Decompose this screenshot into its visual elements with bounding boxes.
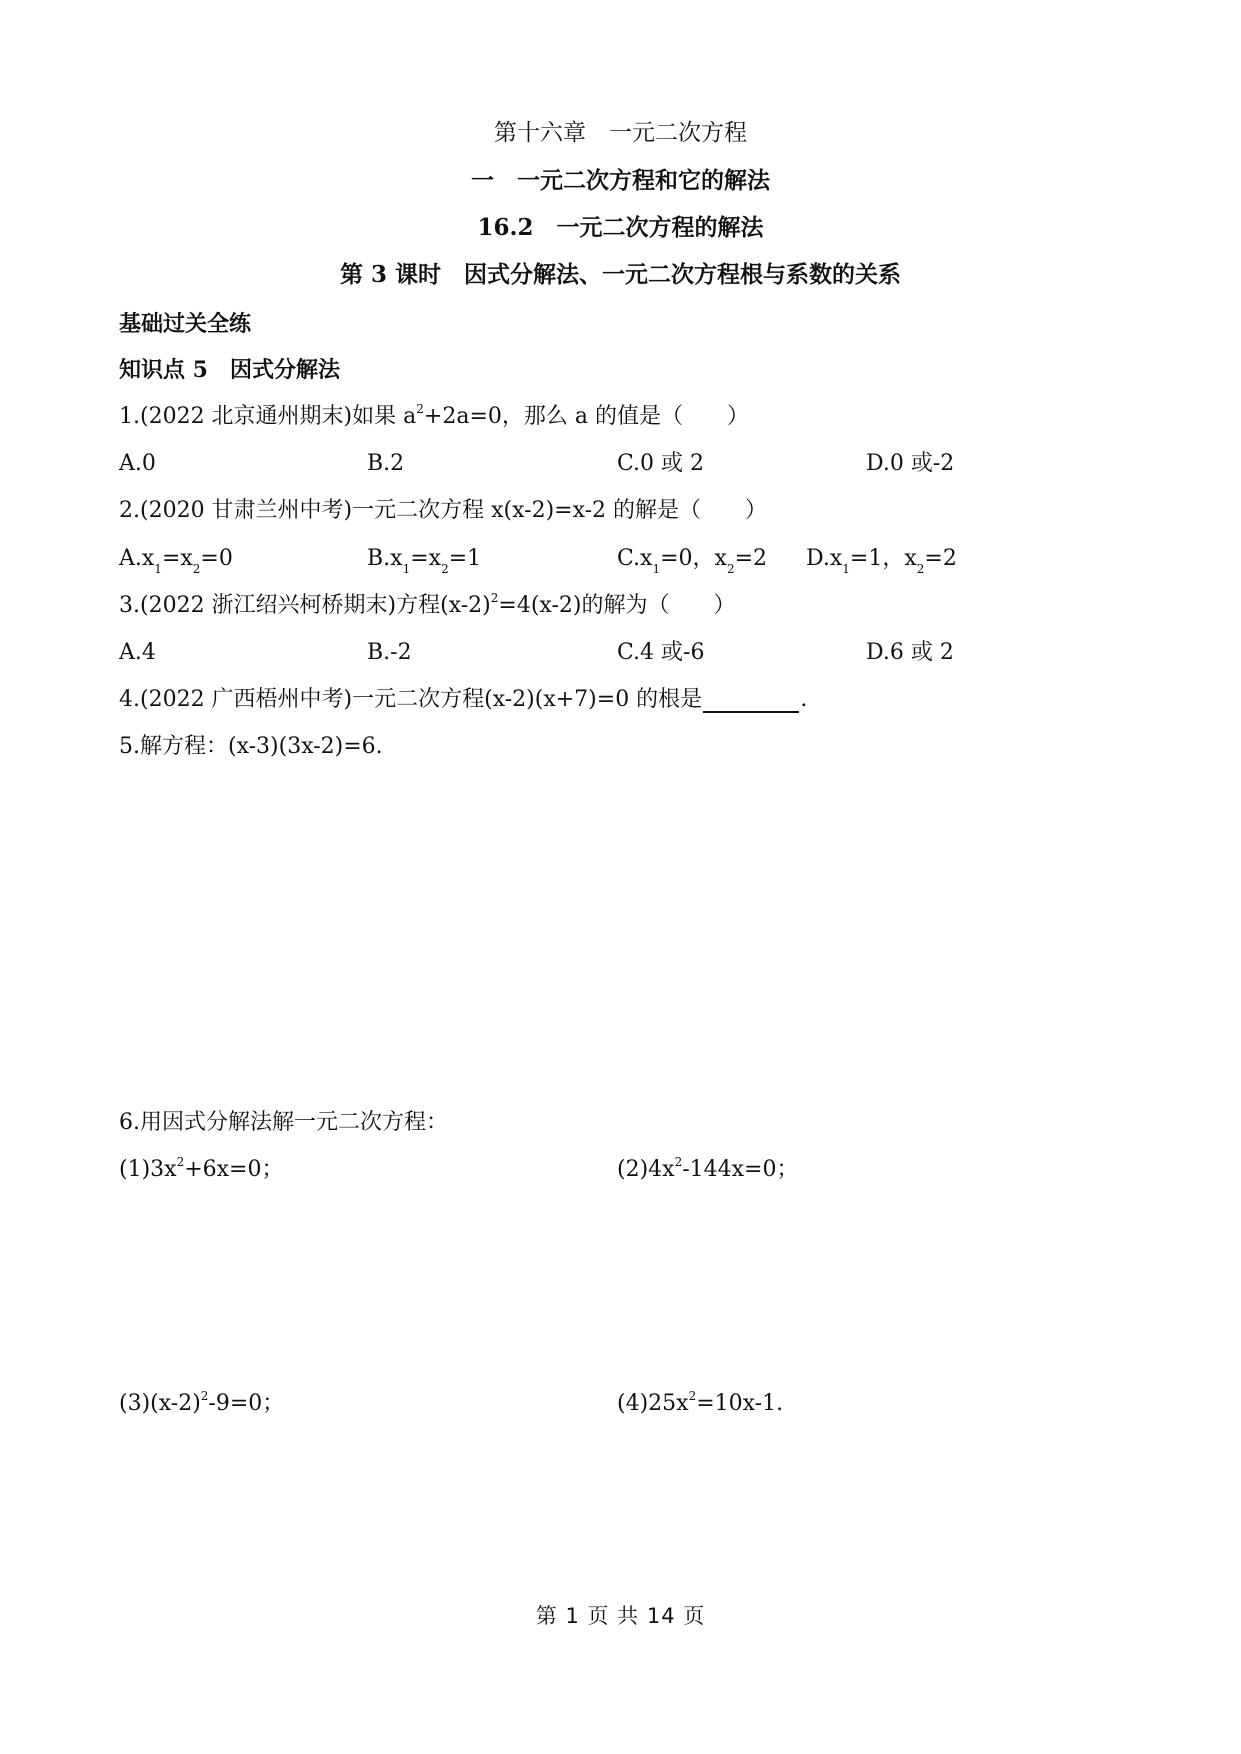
q6p3-superscript: 2 <box>200 1389 209 1403</box>
question-2-stem: 2.(2020 甘肃兰州中考)一元二次方程 x(x-2)=x-2 的解是（ ） <box>119 498 768 523</box>
q4-tail: . <box>800 687 808 712</box>
q2c-sub: 2 <box>726 562 735 576</box>
question-3-stem <box>119 593 735 619</box>
question-6-stem: 6.用因式分解法解一元二次方程： <box>119 1110 448 1135</box>
q6p3-part: (3)(x-2) <box>119 1391 201 1416</box>
chapter-title: 第十六章 一元二次方程 <box>494 120 747 146</box>
q2a-sub: 1 <box>154 562 162 576</box>
q1-superscript: 2 <box>416 402 424 416</box>
q2d-part: =2 <box>924 546 957 571</box>
q6p1-part: +6x=0； <box>184 1157 284 1182</box>
q2c-part: =0，x <box>660 546 727 571</box>
q1-option-a: A.0 <box>119 451 156 476</box>
q1-stem-part: 1.(2022 北京通州期末)如果 a <box>119 404 417 429</box>
q6p4-superscript: 2 <box>688 1389 697 1403</box>
q3-superscript: 2 <box>490 591 499 605</box>
q2c-part: =2 <box>734 546 768 571</box>
q3-option-a: A.4 <box>119 640 156 665</box>
answer-blank[interactable] <box>703 691 799 713</box>
question-1-stem <box>119 404 749 430</box>
q3-stem-part: =4(x-2)的解为（ ） <box>498 593 736 618</box>
q1-option-d: D.0 或-2 <box>866 451 955 476</box>
q6p3-part: -9=0； <box>208 1391 285 1416</box>
q4-stem-text: 4.(2022 广西梧州中考)一元二次方程(x-2)(x+7)=0 的根是 <box>119 687 703 712</box>
q3-option-d: D.6 或 2 <box>866 640 954 665</box>
q2a-part: =x <box>161 546 193 571</box>
q2c-part: C.x <box>617 546 653 571</box>
page-footer: 第 1 页 共 14 页 <box>535 1604 706 1628</box>
q6p4-part: =10x-1. <box>696 1391 784 1416</box>
q2c-sub: 1 <box>652 562 661 576</box>
q2a-sub: 2 <box>192 562 201 576</box>
q1-option-c: C.0 或 2 <box>617 451 705 476</box>
question-4-stem <box>119 687 807 713</box>
q6-part-3 <box>119 1391 284 1417</box>
question-5-stem: 5.解方程：(x-3)(3x-2)=6. <box>119 734 383 759</box>
q6p2-part: -144x=0； <box>682 1157 799 1182</box>
q6-part-2 <box>617 1157 798 1183</box>
q2d-sub: 2 <box>916 562 925 576</box>
q2b-part: B.x <box>367 546 403 571</box>
q6p4-part: (4)25x <box>617 1391 689 1416</box>
q2-option-a <box>119 546 233 576</box>
q6p1-superscript: 2 <box>176 1155 185 1169</box>
q2b-part: =1 <box>448 546 482 571</box>
q2d-part: D.x <box>806 546 843 571</box>
practice-title: 基础过关全练 <box>119 311 252 337</box>
subsection-title: 16.2 一元二次方程的解法 <box>477 214 764 241</box>
q2d-sub: 1 <box>842 562 850 576</box>
q6p1-part: (1)3x <box>119 1157 177 1182</box>
q3-stem-part: 3.(2022 浙江绍兴柯桥期末)方程(x-2) <box>119 593 491 618</box>
q6-part-4 <box>617 1391 783 1417</box>
q2a-part: =0 <box>200 546 233 571</box>
section-title: 一 一元二次方程和它的解法 <box>471 167 770 194</box>
q2a-part: A.x <box>119 546 155 571</box>
q2d-part: =1，x <box>849 546 917 571</box>
q3-option-c: C.4 或-6 <box>617 640 705 665</box>
q2b-sub: 1 <box>402 562 411 576</box>
q6p2-superscript: 2 <box>674 1155 683 1169</box>
q2-option-d <box>806 546 957 576</box>
q1-stem-part: +2a=0，那么 a 的值是（ ） <box>423 404 749 429</box>
q2-option-c <box>617 546 768 576</box>
q2-option-b <box>367 546 482 576</box>
knowledge-point-title: 知识点 5 因式分解法 <box>119 357 340 383</box>
q1-option-b: B.2 <box>367 451 405 476</box>
q6p2-part: (2)4x <box>617 1157 675 1182</box>
q6-part-1 <box>119 1157 284 1183</box>
q2b-part: =x <box>410 546 442 571</box>
q3-option-b: B.-2 <box>367 640 412 665</box>
lesson-title: 第 3 课时 因式分解法、一元二次方程根与系数的关系 <box>339 261 902 288</box>
q2b-sub: 2 <box>441 562 449 576</box>
